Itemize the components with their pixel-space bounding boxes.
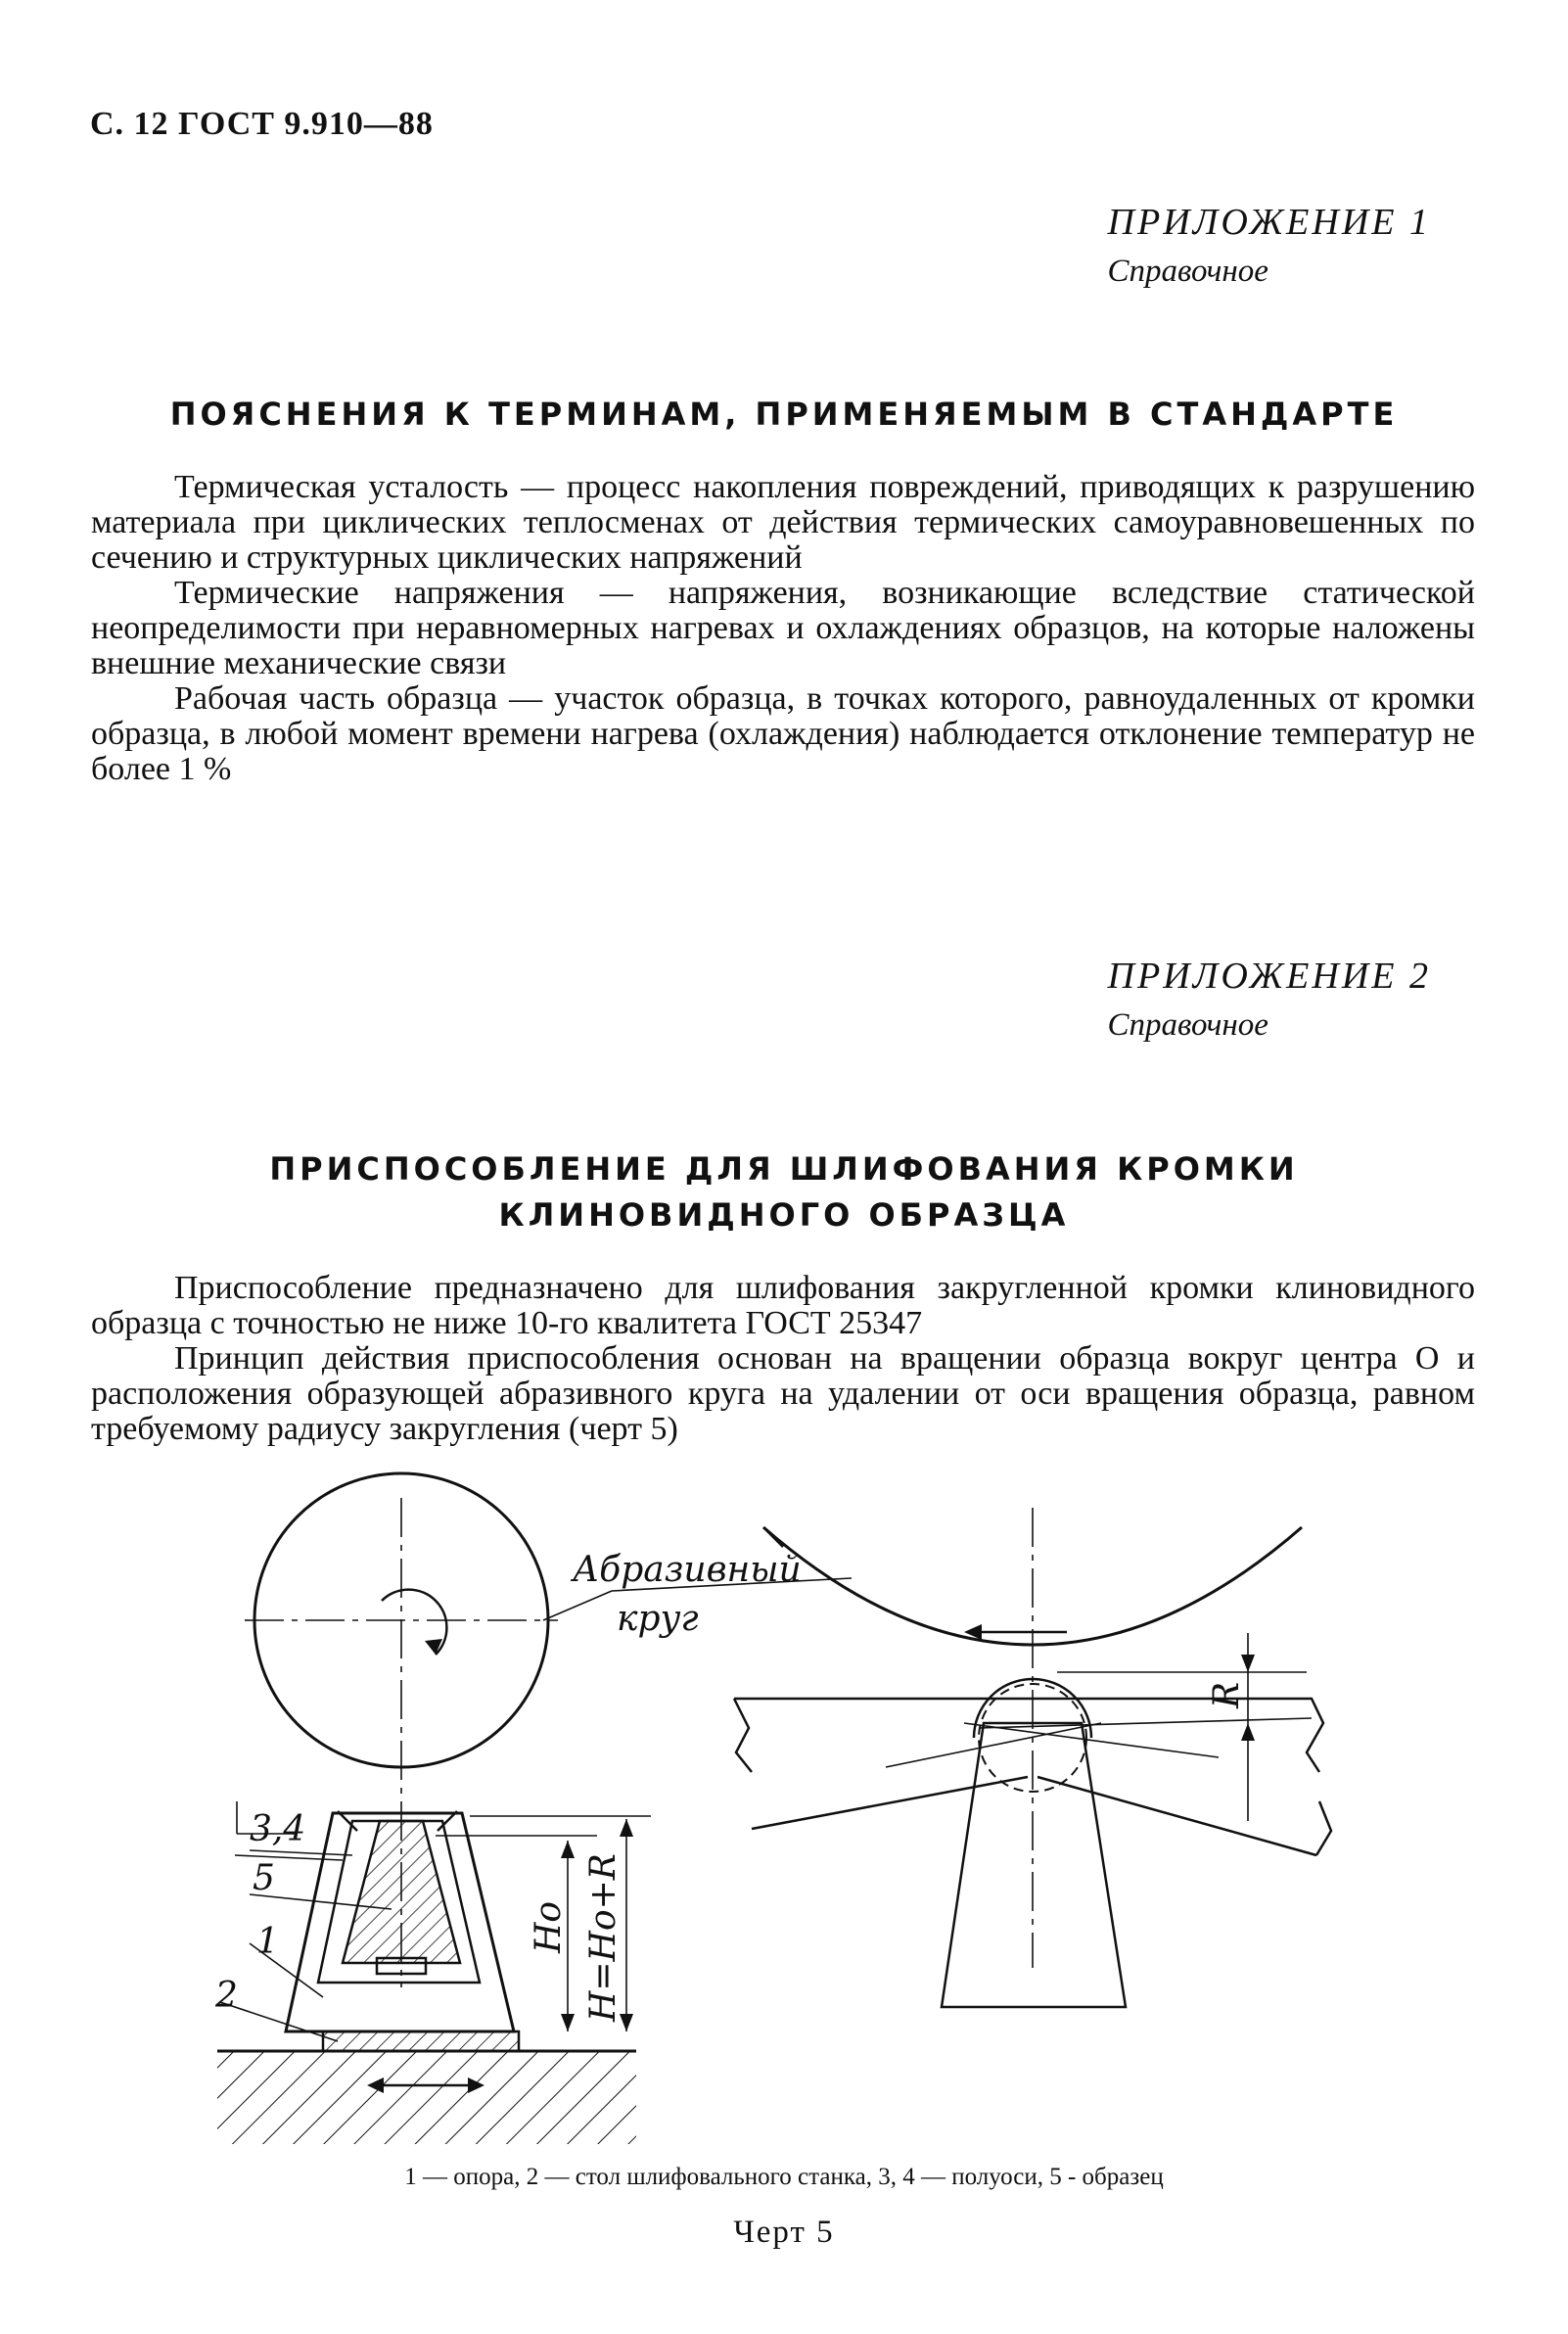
- label-wheel: круг: [617, 1599, 699, 1639]
- appendix-1-title: ПРИЛОЖЕНИЕ 1: [1107, 202, 1431, 243]
- holder-lower-right: [1038, 1777, 1316, 1855]
- label-specimen: 5: [253, 1858, 275, 1898]
- device-purpose: Приспособление предназначено для шлифования закругленной кромки клиновидного образца с точностью не ниже 10-го квалитета ГОСТ 25347: [91, 1270, 1475, 1341]
- label-r: R: [1207, 1681, 1247, 1708]
- label-abrasive-wheel: Абразивный: [573, 1550, 802, 1590]
- label-support: 1: [256, 1922, 279, 1962]
- label-axles: 3,4: [250, 1809, 306, 1849]
- section-2-heading-line-1: ПРИСПОСОБЛЕНИЕ ДЛЯ ШЛИФОВАНИЯ КРОМКИ: [269, 1150, 1299, 1188]
- grinder-table-hatch: [217, 2051, 636, 2144]
- section-1-heading: ПОЯСНЕНИЯ К ТЕРМИНАМ, ПРИМЕНЯЕМЫМ В СТАНДАРТЕ: [169, 396, 1399, 433]
- wedge-specimen: [343, 1821, 460, 1963]
- appendix-1-subtitle: Справочное: [1107, 254, 1268, 289]
- term-thermal-fatigue: Термическая усталость — процесс накопления повреждений, приводящих к разрушению материала при циклических теплосменах от действия термических самоуравновешенных по сечению и структурных циклических напряжений: [91, 469, 1475, 576]
- term-thermal-stress: Термические напряжения — напряжения, возникающие вследствие статической неопределимости при неравномерных нагревах и охлаждениях образцов, на которые наложены внешние механические связи: [91, 575, 1475, 681]
- holder-top-edge: [734, 1699, 1323, 1772]
- term-working-part: Рабочая часть образца — участок образца, в точках которого, равноудаленных от кромки образца, в любой момент времени нагрева (охлаждения) наблюдается отклонение температур не более 1 %: [91, 680, 1475, 787]
- appendix-2-subtitle: Справочное: [1107, 1007, 1268, 1043]
- wedge-specimen-right: [942, 1723, 1126, 2007]
- page-header: С. 12 ГОСТ 9.910—88: [90, 106, 434, 142]
- label-ho: Ho: [529, 1900, 569, 1953]
- section-2-heading-line-2: КЛИНОВИДНОГО ОБРАЗЦА: [498, 1196, 1070, 1234]
- appendix-2-title: ПРИЛОЖЕНИЕ 2: [1107, 956, 1431, 997]
- device-principle: Принцип действия приспособления основан на вращении образца вокруг центра О и расположения образующей абразивного круга на удалении от оси вращения образца, равном требуемому радиусу закругления (черт 5): [91, 1340, 1475, 1447]
- label-table: 2: [215, 1976, 238, 2016]
- figure-number: Черт 5: [733, 2215, 835, 2250]
- holder-lower-left: [752, 1777, 1028, 1829]
- label-h: H=Ho+R: [583, 1853, 623, 2022]
- grinder-table-top: [323, 2031, 519, 2051]
- figure-caption: 1 — опора, 2 — стол шлифовального станка, 3, 4 — полуоси, 5 - образец: [404, 2164, 1164, 2190]
